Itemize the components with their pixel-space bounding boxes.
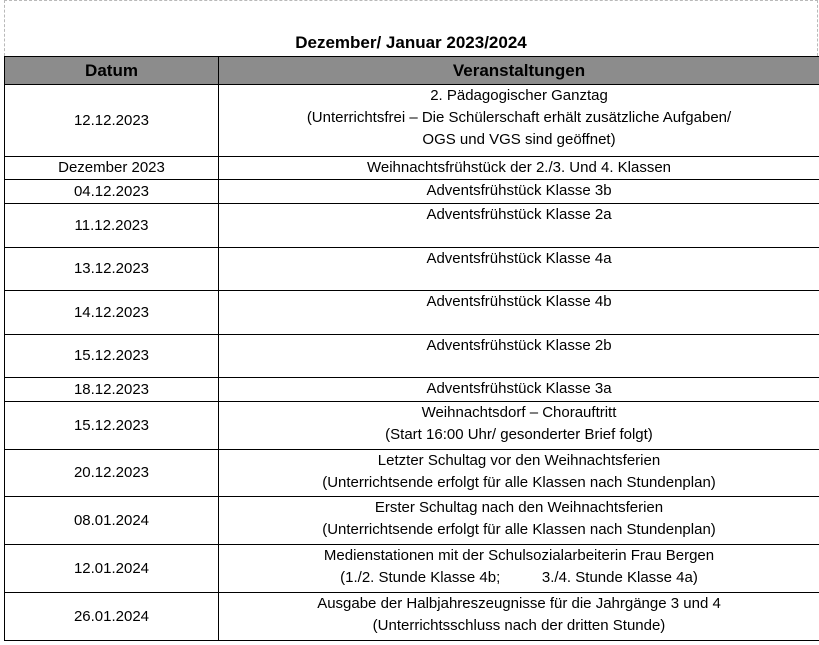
table-row — [5, 593, 819, 641]
date-cell: 15.12.2023 — [5, 402, 219, 450]
table-row — [5, 497, 819, 545]
table-row — [5, 85, 819, 157]
event-line: (Start 16:00 Uhr/ gesonderter Brief folgt) — [385, 426, 653, 443]
event-cell — [219, 545, 819, 593]
event-line: Ausgabe der Halbjahreszeugnisse für die Jahrgänge 3 und 4 — [317, 595, 721, 612]
event-cell — [219, 157, 819, 180]
date-cell: 08.01.2024 — [5, 497, 219, 545]
event-line: Adventsfrühstück Klasse 2a — [426, 206, 612, 223]
event-cell — [219, 402, 819, 450]
table-row — [5, 402, 819, 450]
date-cell: 04.12.2023 — [5, 180, 219, 204]
table-row — [5, 291, 819, 335]
table-header-row — [5, 57, 819, 85]
schedule-document — [4, 0, 819, 641]
date-cell: 20.12.2023 — [5, 450, 219, 497]
page-title: Dezember/ Januar 2023/2024 — [295, 33, 527, 52]
table-row — [5, 248, 819, 291]
table-row — [5, 335, 819, 378]
table-row — [5, 157, 819, 180]
date-cell: 26.01.2024 — [5, 593, 219, 641]
event-line: OGS und VGS sind geöffnet) — [422, 131, 616, 148]
event-line: 2. Pädagogischer Ganztag — [430, 87, 608, 104]
event-line: Adventsfrühstück Klasse 3b — [426, 182, 612, 199]
table-row — [5, 450, 819, 497]
event-line: (Unterrichtsschluss nach der dritten Stunde) — [372, 617, 666, 634]
event-line: Adventsfrühstück Klasse 4b — [426, 293, 612, 310]
date-cell: 12.01.2024 — [5, 545, 219, 593]
event-line: Letzter Schultag vor den Weihnachtsferien — [377, 452, 661, 469]
event-line: (1./2. Stunde Klasse 4b; 3./4. Stunde Klasse 4a) — [340, 569, 698, 586]
date-cell: Dezember 2023 — [5, 157, 219, 180]
event-line: (Unterrichtsende erfolgt für alle Klassen nach Stundenplan) — [322, 474, 716, 491]
date-cell: 11.12.2023 — [5, 204, 219, 248]
date-cell: 13.12.2023 — [5, 248, 219, 291]
events-table — [4, 56, 819, 641]
column-header-events: Veranstaltungen — [219, 57, 819, 85]
event-cell — [219, 85, 819, 157]
table-row — [5, 545, 819, 593]
title-cell — [4, 0, 818, 56]
event-line: Adventsfrühstück Klasse 3a — [426, 380, 612, 397]
table-row — [5, 378, 819, 402]
table-row — [5, 180, 819, 204]
date-cell: 15.12.2023 — [5, 335, 219, 378]
column-header-date: Datum — [5, 57, 219, 85]
event-line: Medienstationen mit der Schulsozialarbeiterin Frau Bergen — [323, 547, 715, 564]
event-line: Adventsfrühstück Klasse 4a — [426, 250, 612, 267]
event-cell — [219, 497, 819, 545]
event-line: (Unterrichtsfrei – Die Schülerschaft erhält zusätzliche Aufgaben/ — [306, 109, 732, 126]
event-cell — [219, 204, 819, 248]
date-cell: 12.12.2023 — [5, 85, 219, 157]
event-line: (Unterrichtsende erfolgt für alle Klassen nach Stundenplan) — [322, 521, 716, 538]
event-line: Adventsfrühstück Klasse 2b — [426, 337, 612, 354]
event-cell — [219, 291, 819, 335]
event-line: Erster Schultag nach den Weihnachtsferien — [374, 499, 664, 516]
event-cell — [219, 378, 819, 402]
date-cell: 18.12.2023 — [5, 378, 219, 402]
event-cell — [219, 593, 819, 641]
event-line: Weihnachtsfrühstück der 2./3. Und 4. Klassen — [366, 159, 672, 176]
table-row — [5, 204, 819, 248]
event-cell — [219, 248, 819, 291]
event-cell — [219, 450, 819, 497]
event-cell — [219, 335, 819, 378]
event-line: Weihnachtsdorf – Chorauftritt — [421, 404, 617, 421]
date-cell: 14.12.2023 — [5, 291, 219, 335]
event-cell — [219, 180, 819, 204]
